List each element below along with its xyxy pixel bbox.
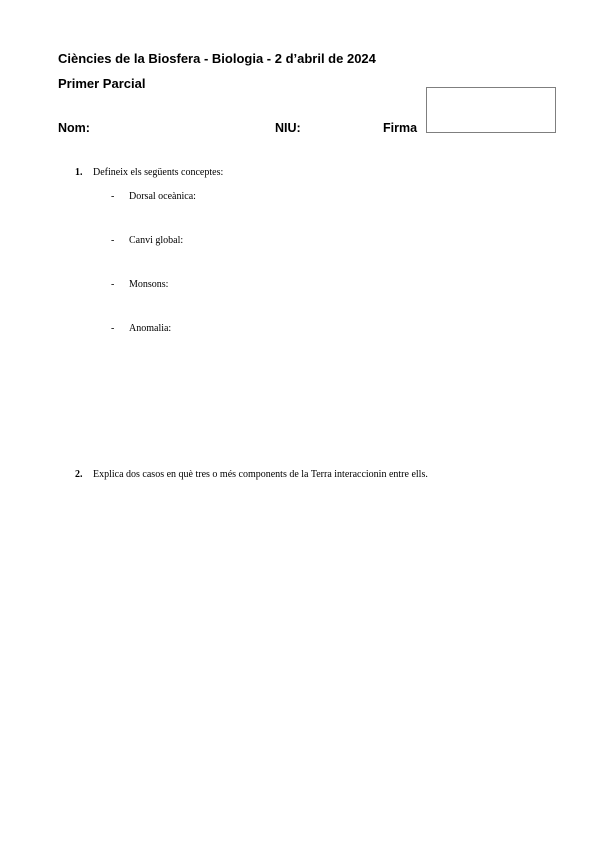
signature-label: Firma (383, 121, 418, 135)
list-item-bullet: - (111, 279, 115, 290)
exam-subtitle: Primer Parcial (58, 76, 146, 91)
question-2-number: 2. (75, 469, 83, 480)
signature-box[interactable] (426, 87, 556, 133)
list-item-bullet: - (111, 235, 115, 246)
niu-label: NIU: (275, 121, 301, 135)
list-item-bullet: - (111, 323, 115, 334)
question-2-text: Explica dos casos en què tres o més components de la Terra interaccionin entre ells. (93, 469, 428, 480)
list-item-bullet: - (111, 191, 115, 202)
term-canvi-global: Canvi global: (129, 235, 184, 246)
term-monsons: Monsons: (129, 279, 169, 290)
question-1-text: Defineix els següents conceptes: (93, 167, 224, 178)
name-label: Nom: (58, 121, 90, 135)
term-dorsal-oceanica: Dorsal oceànica: (129, 191, 196, 202)
term-anomalia: Anomalia: (129, 323, 172, 334)
exam-title: Ciències de la Biosfera - Biologia - 2 d’abril de 2024 (58, 51, 376, 66)
question-1-number: 1. (75, 167, 83, 178)
